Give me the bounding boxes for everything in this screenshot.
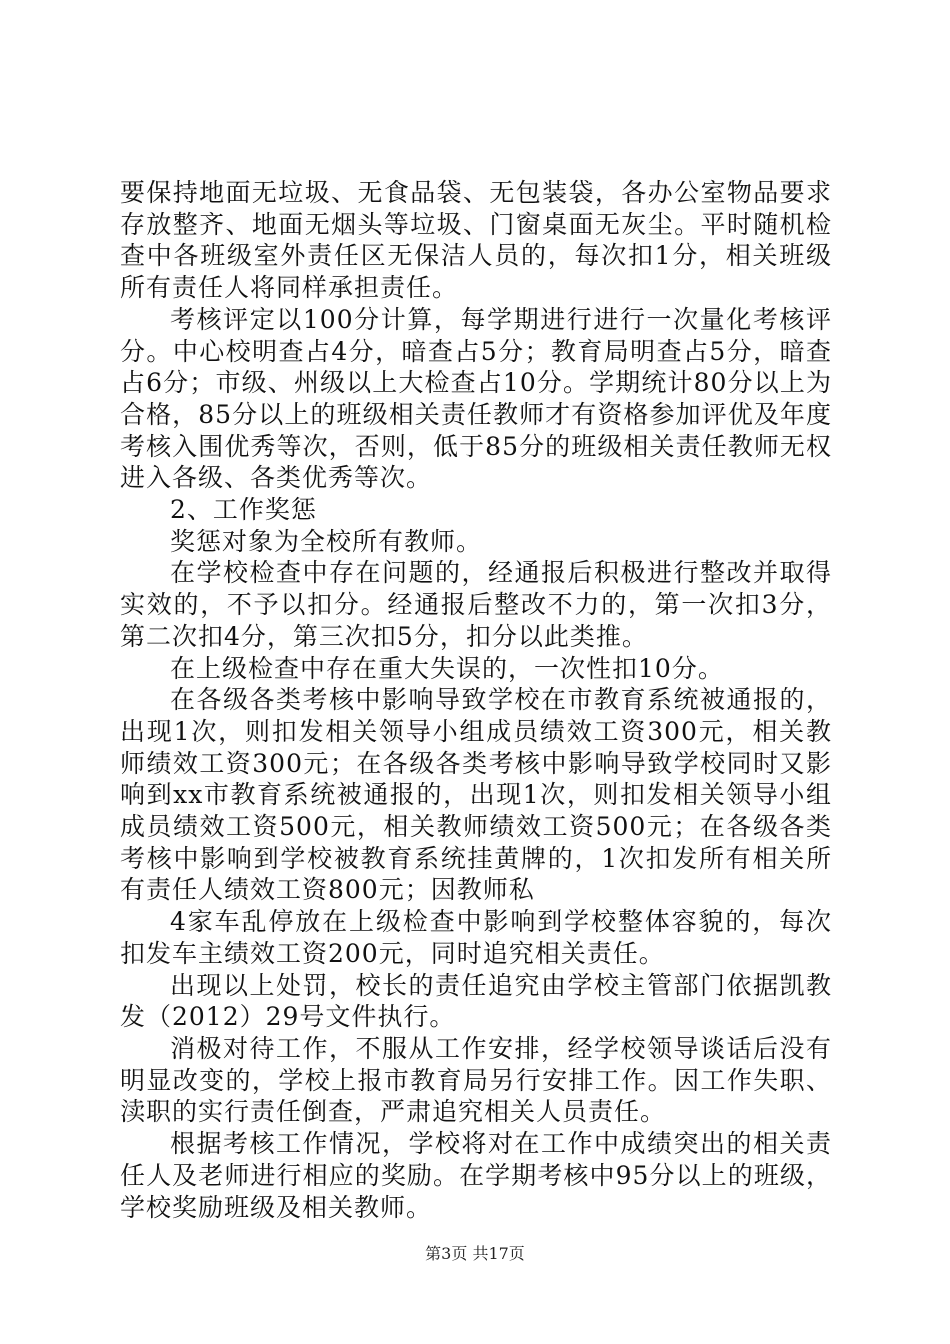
section-heading-rewards: 2、工作奖惩	[170, 495, 317, 525]
page-number-footer: 第3页 共17页	[425, 1244, 525, 1263]
paragraph-cleanliness: 要保持地面无垃圾、无食品袋、无包装袋，各办公室物品要求存放整齐、地面无烟头等垃圾、门窗桌面无灰尘。平时随机检查中各班级室外责任区无保洁人员的，每次扣1分，相关班级所有责任人将同样承担责任。	[120, 178, 832, 303]
paragraph-rewards: 根据考核工作情况，学校将对在工作中成绩突出的相关责任人及老师进行相应的奖励。在学期考核中95分以上的班级，学校奖励班级及相关教师。	[120, 1129, 832, 1222]
paragraph-scoring: 考核评定以100分计算，每学期进行进行一次量化考核评分。中心校明查占4分，暗查占5分；教育局明查占5分，暗查占6分；市级、州级以上大检查占10分。学期统计80分以上为合格，85分以上的班级相关责任教师才有资格参加评优及年度考核入围优秀等次，否则，低于85分的班级相关责任教师无权进入各级、各类优秀等次。	[120, 304, 832, 493]
paragraph-higher-inspection: 在上级检查中存在重大失误的，一次性扣10分。	[170, 653, 724, 683]
paragraph-target: 奖惩对象为全校所有教师。	[170, 526, 483, 556]
paragraph-penalties: 在各级各类考核中影响导致学校在市教育系统被通报的，出现1次，则扣发相关领导小组成员绩效工资300元，相关教师绩效工资300元；在各级各类考核中影响导致学校同时又影响到xx市教育系统被通报的，出现1次，则扣发相关领导小组成员绩效工资500元，相关教师绩效工资500元；在各级各类考核中影响到学校被教育系统挂黄牌的，1次扣发所有相关所有责任人绩效工资800元；因教师私	[120, 685, 832, 905]
paragraph-negative-attitude: 消极对待工作，不服从工作安排，经学校领导谈话后没有明显改变的，学校上报市教育局另行安排工作。因工作失职、渎职的实行责任倒查，严肃追究相关人员责任。	[120, 1033, 832, 1127]
document-body	[120, 177, 832, 1223]
paragraph-parking: 4家车乱停放在上级检查中影响到学校整体容貌的，每次扣发车主绩效工资200元，同时追究相关责任。	[120, 907, 832, 968]
paragraph-principal: 出现以上处罚，校长的责任追究由学校主管部门依据凯教发（2012）29号文件执行。	[120, 970, 832, 1032]
paragraph-school-inspection: 在学校检查中存在问题的，经通报后积极进行整改并取得实效的，不予以扣分。经通报后整改不力的，第一次扣3分，第二次扣4分，第三次扣5分，扣分以此类推。	[120, 558, 832, 651]
